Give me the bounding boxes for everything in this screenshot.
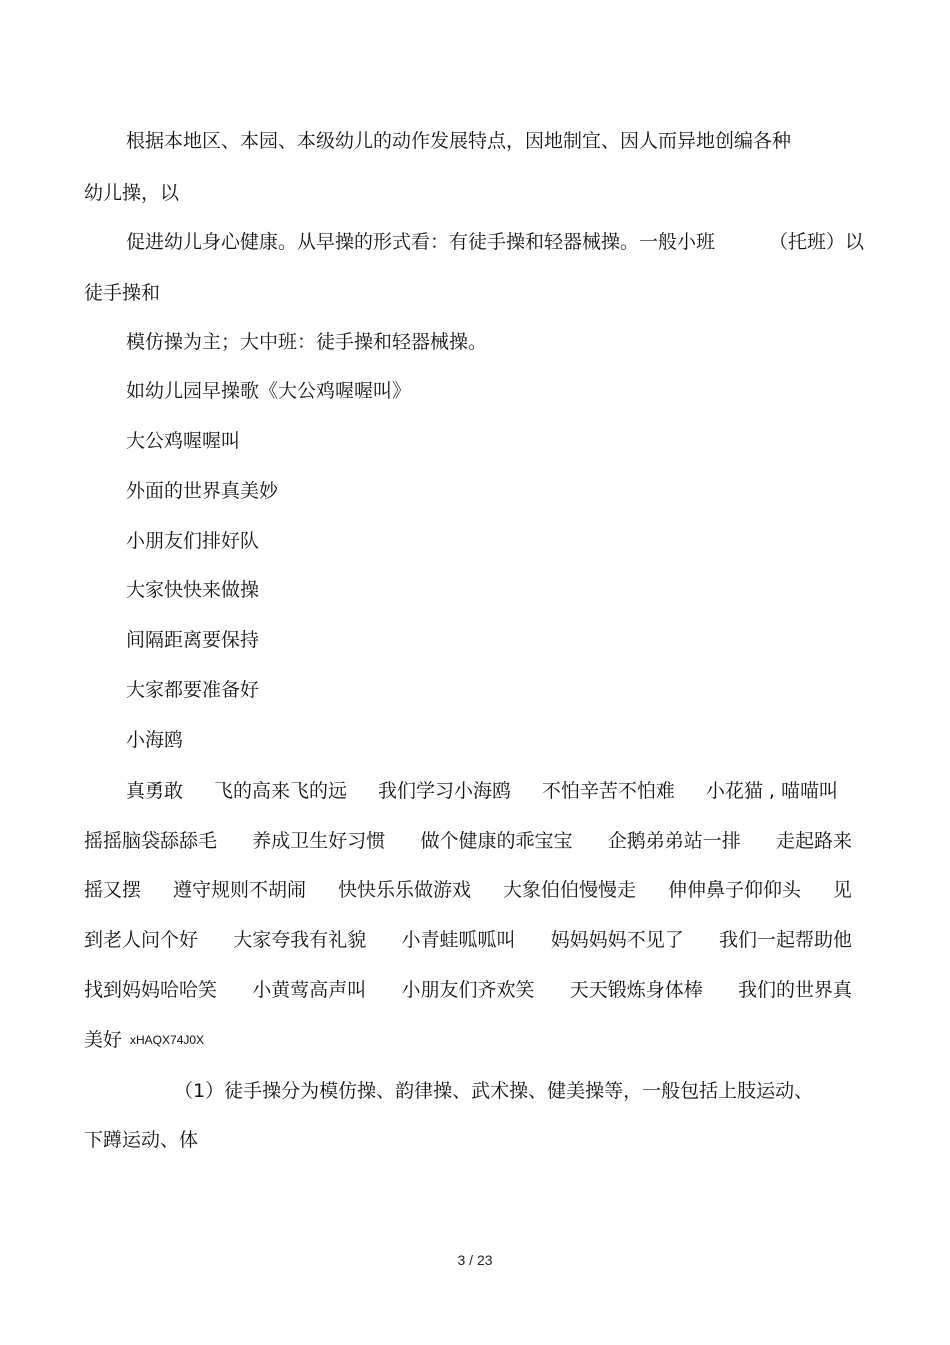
song-phrase: 大家夸我有礼貌 [233, 929, 367, 951]
song-phrase: 快快乐乐做游戏 [337, 879, 471, 901]
paragraph-line: 徒手操和 [84, 282, 161, 304]
song-phrase: 我们一起帮助他 [718, 929, 852, 951]
song-row [84, 928, 852, 952]
song-phrase: 妈妈妈妈不见了 [550, 929, 684, 951]
song-line: 间隔距离要保持 [126, 629, 260, 651]
song-phrase: 天天锻炼身体棒 [569, 979, 703, 1001]
song-phrase: 我们的世界真 [737, 979, 852, 1001]
page-number: 3 / 23 [457, 1252, 493, 1268]
song-line: 小朋友们排好队 [126, 530, 260, 552]
paragraph-segment: 促进幼儿身心健康。从早操的形式看：有徒手操和轻器械操。一般小班 [126, 231, 716, 253]
song-phrase: 大象伯伯慢慢走 [502, 879, 636, 901]
song-phrase: 企鹅弟弟站一排 [607, 830, 741, 852]
song-phrase: 小青蛙呱呱叫 [401, 929, 516, 951]
song-line: 大家都要准备好 [126, 679, 260, 701]
paragraph-segment: （托班）以 [768, 231, 864, 253]
song-phrase: 小朋友们齐欢笑 [401, 979, 535, 1001]
song-line [84, 1028, 204, 1052]
song-line: 外面的世界真美妙 [126, 480, 279, 502]
song-phrase: 真勇敢 [126, 780, 184, 802]
song-phrase: 摇摇脑袋舔舔毛 [84, 830, 218, 852]
song-phrase: 走起路来 [775, 830, 852, 852]
section-line: 下蹲运动、体 [84, 1129, 199, 1151]
paragraph-line [126, 230, 864, 254]
song-row [126, 779, 838, 803]
song-title: 小海鸥 [126, 729, 184, 751]
song-phrase: 伸伸鼻子仰仰头 [667, 879, 801, 901]
song-phrase: 遵守规则不胡闹 [172, 879, 306, 901]
song-phrase: 见 [832, 879, 852, 901]
song-phrase: 小花猫 , 喵喵叫 [705, 780, 838, 802]
section-line: （1）徒手操分为模仿操、韵律操、武术操、健美操等，一般包括上肢运动、 [174, 1080, 814, 1102]
song-row [84, 829, 852, 853]
paragraph-line: 根据本地区、本园、本级幼儿的动作发展特点，因地制宜、因人而异地创编各种 [126, 130, 792, 152]
song-phrase: 不怕辛苦不怕难 [541, 780, 675, 802]
song-phrase: 小黄莺高声叫 [252, 979, 367, 1001]
paragraph-line: 模仿操为主；大中班：徒手操和轻器械操。 [126, 331, 488, 353]
paragraph-line: 如幼儿园早操歌《大公鸡喔喔叫》 [126, 380, 412, 402]
song-phrase: 飞的高来飞的远 [213, 780, 347, 802]
song-phrase: 做个健康的乖宝宝 [420, 830, 573, 852]
song-phrase: 我们学习小海鸥 [377, 780, 511, 802]
song-phrase: 找到妈妈哈哈笑 [84, 979, 218, 1001]
song-line: 大公鸡喔喔叫 [126, 430, 241, 452]
song-phrase: 到老人问个好 [84, 929, 199, 951]
song-phrase: 摇又摆 [84, 879, 142, 901]
song-row [84, 978, 852, 1002]
song-line: 大家快快来做操 [126, 579, 260, 601]
song-phrase: 养成卫生好习惯 [252, 830, 386, 852]
song-phrase: 美好 [84, 1029, 123, 1051]
paragraph-line: 幼儿操，以 [84, 182, 180, 204]
song-row [84, 878, 852, 902]
document-code: xHAQX74J0X [130, 1033, 205, 1047]
